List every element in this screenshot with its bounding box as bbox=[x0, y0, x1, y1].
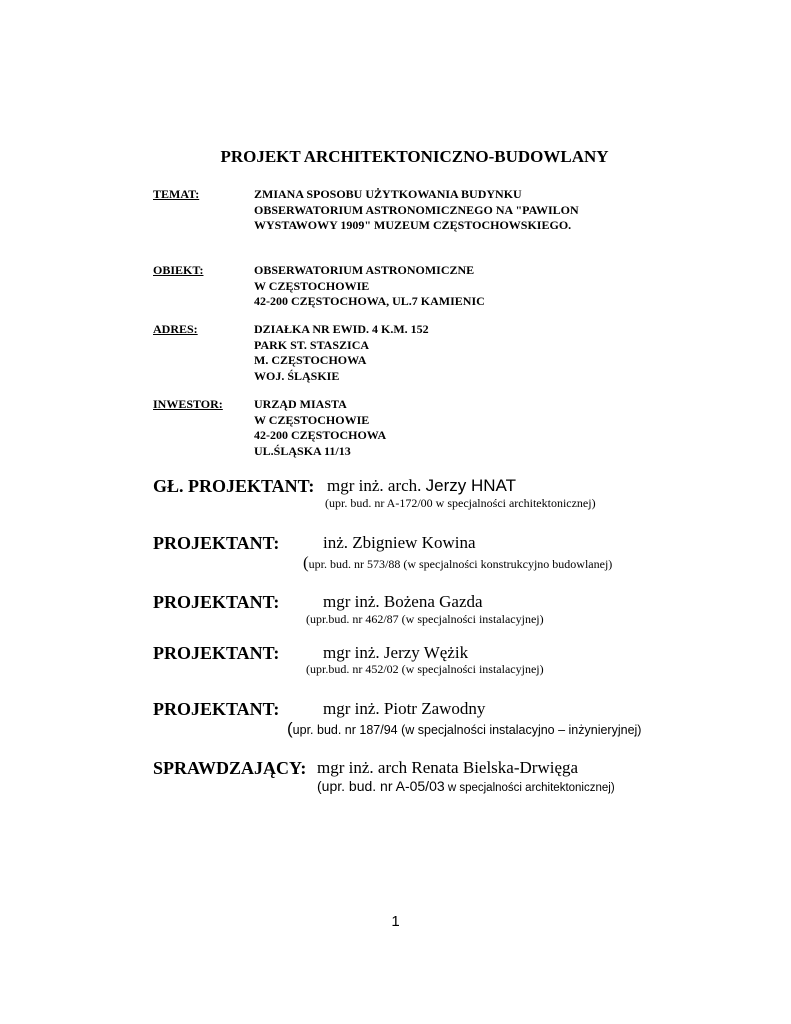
checker-note: (upr. bud. nr A-05/03 w specjalności architektonicznej) bbox=[317, 778, 615, 794]
designer-name: mgr inż. Bożena Gazda bbox=[323, 592, 483, 611]
section-line: UL.ŚLĄSKA 11/13 bbox=[254, 443, 351, 458]
section-line: 42-200 CZĘSTOCHOWA, UL.7 KAMIENIC bbox=[254, 294, 485, 308]
section-line: OBSERWATORIUM ASTRONOMICZNEGO NA "PAWILON bbox=[254, 202, 579, 217]
designer-name: mgr inż. Jerzy Wężik bbox=[323, 643, 469, 662]
section-line: W CZĘSTOCHOWIE bbox=[254, 278, 370, 293]
section-line: W CZĘSTOCHOWIE bbox=[254, 412, 370, 427]
designer-role: PROJEKTANT: bbox=[153, 592, 280, 612]
chief-designer-name bbox=[327, 476, 516, 496]
section-line: 42-200 CZĘSTOCHOWA bbox=[254, 428, 387, 442]
section-line: DZIAŁKA NR EWID. 4 K.M. 152 bbox=[254, 322, 429, 336]
chief-designer-role: GŁ. PROJEKTANT: bbox=[153, 476, 315, 496]
designer-role: PROJEKTANT: bbox=[153, 699, 280, 719]
designer-note: (upr. bud. nr 573/88 (w specjalności konstrukcyjno budowlanej) bbox=[303, 553, 613, 572]
checker-fullname: Renata Bielska-Drwięga bbox=[411, 758, 579, 777]
chief-designer-note: (upr. bud. nr A-172/00 w specjalności architektonicznej) bbox=[325, 496, 596, 510]
designer-role: PROJEKTANT: bbox=[153, 643, 280, 663]
checker-prefix: mgr inż. arch bbox=[317, 758, 408, 777]
designer-name: mgr inż. Piotr Zawodny bbox=[323, 699, 486, 718]
section-value-obiekt bbox=[254, 263, 485, 310]
section-label-adres: ADRES: bbox=[153, 322, 198, 336]
designer-note: (upr. bud. nr 187/94 (w specjalności instalacyjno – inżynieryjnej) bbox=[287, 719, 642, 738]
section-value-temat bbox=[254, 187, 579, 234]
section-value-inwestor bbox=[254, 397, 386, 459]
chief-designer-fullname: Jerzy HNAT bbox=[425, 476, 517, 495]
section-line: M. CZĘSTOCHOWA bbox=[254, 353, 367, 367]
chief-designer-prefix: mgr inż. arch. bbox=[327, 476, 422, 495]
designer-note: (upr.bud. nr 452/02 (w specjalności instalacyjnej) bbox=[306, 662, 544, 676]
section-line: WYSTAWOWY 1909" MUZEUM CZĘSTOCHOWSKIEGO. bbox=[254, 218, 572, 232]
checker-role: SPRAWDZAJĄCY: bbox=[153, 758, 307, 778]
note-paren: ( bbox=[287, 719, 293, 738]
page-number: 1 bbox=[391, 913, 400, 930]
section-line: OBSERWATORIUM ASTRONOMICZNE bbox=[254, 263, 475, 277]
section-line: PARK ST. STASZICA bbox=[254, 337, 370, 352]
checker-name bbox=[317, 758, 578, 778]
designer-name: inż. Zbigniew Kowina bbox=[323, 533, 476, 552]
section-line: ZMIANA SPOSOBU UŻYTKOWANIA BUDYNKU bbox=[254, 187, 522, 201]
section-label-inwestor: INWESTOR: bbox=[153, 397, 223, 411]
section-label-temat: TEMAT: bbox=[153, 187, 200, 201]
section-line: URZĄD MIASTA bbox=[254, 397, 347, 411]
document-title: PROJEKT ARCHITEKTONICZNO-BUDOWLANY bbox=[220, 147, 609, 166]
designer-role: PROJEKTANT: bbox=[153, 533, 280, 553]
section-value-adres bbox=[254, 322, 429, 384]
designer-note: (upr.bud. nr 462/87 (w specjalności instalacyjnej) bbox=[306, 612, 544, 626]
note-paren: ( bbox=[303, 553, 309, 572]
section-label-obiekt: OBIEKT: bbox=[153, 263, 204, 277]
section-line: WOJ. ŚLĄSKIE bbox=[254, 368, 340, 383]
